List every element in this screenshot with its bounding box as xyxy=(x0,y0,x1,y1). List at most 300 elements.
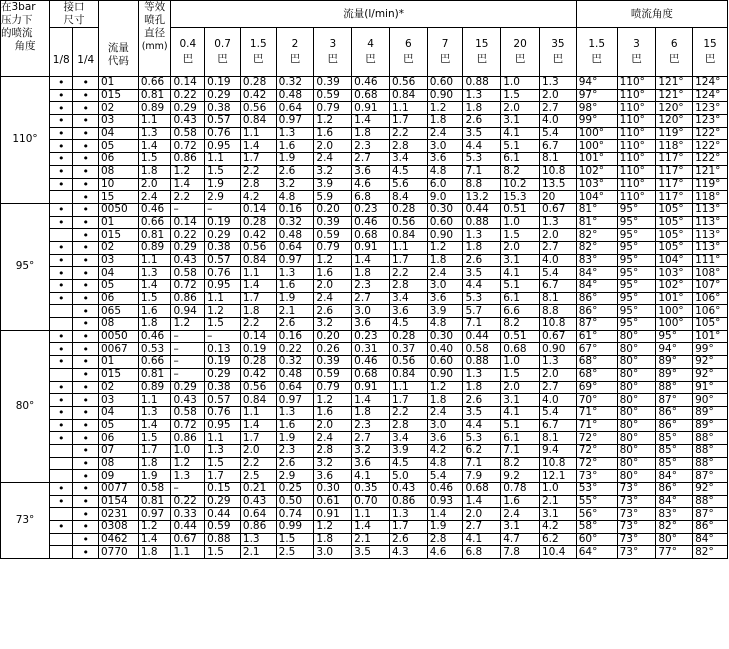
flow-value-cell: 0.37 xyxy=(389,343,427,356)
flow-value-cell: 0.56 xyxy=(240,102,276,115)
flow-value-cell: 0.68 xyxy=(352,368,390,381)
flow-value-cell: 9.4 xyxy=(540,444,577,457)
port-18-dot: • xyxy=(50,89,73,102)
flow-value-cell: 0.31 xyxy=(352,343,390,356)
flow-value-cell: 2.6 xyxy=(463,115,501,128)
orifice-cell: 1.6 xyxy=(138,305,171,318)
table-row xyxy=(1,178,728,191)
angle-value-cell: 119° xyxy=(656,127,693,140)
angle-value-cell: 99° xyxy=(576,115,617,128)
port-14-dot: • xyxy=(73,406,99,419)
flow-value-cell: 3.0 xyxy=(352,305,390,318)
flow-value-cell: 2.2 xyxy=(389,267,427,280)
flow-value-cell: 15.3 xyxy=(501,191,540,204)
header-angle-pressure xyxy=(576,28,617,77)
orifice-cell: 0.53 xyxy=(138,343,171,356)
flow-value-cell: 5.4 xyxy=(540,127,577,140)
header-angle-pressure xyxy=(693,28,728,77)
orifice-cell: 0.89 xyxy=(138,381,171,394)
orifice-cell: 0.58 xyxy=(138,483,171,496)
flow-value-cell: 1.7 xyxy=(389,115,427,128)
header-flow-pressure-value: 6 xyxy=(404,38,412,50)
angle-value-cell: 124° xyxy=(693,89,728,102)
port-14-dot: • xyxy=(73,89,99,102)
flow-value-cell: 0.58 xyxy=(171,406,205,419)
flow-code-cell: 06 xyxy=(99,153,139,166)
flow-value-cell: 0.28 xyxy=(240,356,276,369)
flow-value-cell: 1.0 xyxy=(501,216,540,229)
angle-value-cell: 84° xyxy=(656,495,693,508)
flow-value-cell: 5.3 xyxy=(463,432,501,445)
header-flow-pressure xyxy=(427,28,463,77)
orifice-cell: 2.0 xyxy=(138,178,171,191)
table-row xyxy=(1,165,728,178)
header-flow-pressure xyxy=(276,28,314,77)
port-14-dot: • xyxy=(73,330,99,343)
port-14-dot: • xyxy=(73,305,99,318)
header-port-18: 1/8 xyxy=(50,28,73,77)
flow-value-cell: 0.29 xyxy=(205,495,241,508)
flow-value-cell: 1.4 xyxy=(427,508,463,521)
angle-value-cell: 122° xyxy=(693,153,728,166)
port-14-dot: • xyxy=(73,153,99,166)
orifice-cell: 0.66 xyxy=(138,216,171,229)
angle-value-cell: 117° xyxy=(656,191,693,204)
flow-code-cell: 04 xyxy=(99,127,139,140)
flow-value-cell: 0.14 xyxy=(171,216,205,229)
flow-value-cell: 2.1 xyxy=(352,533,390,546)
angle-value-cell: 100° xyxy=(576,140,617,153)
flow-value-cell: 1.1 xyxy=(171,546,205,559)
flow-value-cell: 1.9 xyxy=(276,432,314,445)
flow-value-cell: 3.2 xyxy=(314,165,352,178)
header-flow-pressure-unit: 巴 xyxy=(217,53,228,65)
flow-value-cell: 8.8 xyxy=(463,178,501,191)
angle-value-cell: 68° xyxy=(576,368,617,381)
flow-value-cell: 0.44 xyxy=(463,203,501,216)
angle-value-cell: 106° xyxy=(693,292,728,305)
flow-value-cell: 0.84 xyxy=(389,229,427,242)
angle-value-cell: 97° xyxy=(576,89,617,102)
flow-value-cell: 2.2 xyxy=(171,191,205,204)
angle-value-cell: 120° xyxy=(656,115,693,128)
flow-value-cell: 6.1 xyxy=(501,432,540,445)
header-orifice-diameter xyxy=(138,1,171,77)
flow-value-cell: 0.56 xyxy=(389,356,427,369)
angle-value-cell: 121° xyxy=(656,77,693,90)
flow-value-cell: 1.2 xyxy=(171,318,205,331)
flow-value-cell: 4.5 xyxy=(389,457,427,470)
angle-value-cell: 73° xyxy=(576,470,617,483)
flow-value-cell: 3.0 xyxy=(427,140,463,153)
angle-value-cell: 73° xyxy=(617,495,656,508)
flow-value-cell: 1.1 xyxy=(389,241,427,254)
angle-value-cell: 92° xyxy=(693,483,728,496)
port-18-dot: • xyxy=(50,381,73,394)
flow-code-cell: 0231 xyxy=(99,508,139,521)
port-14-dot: • xyxy=(73,356,99,369)
flow-value-cell: 0.39 xyxy=(314,356,352,369)
angle-value-cell: 91° xyxy=(693,381,728,394)
flow-value-cell: 1.1 xyxy=(352,508,390,521)
flow-value-cell: 0.19 xyxy=(205,356,241,369)
angle-value-cell: 105° xyxy=(656,241,693,254)
flow-value-cell: 1.8 xyxy=(240,305,276,318)
flow-value-cell: 0.58 xyxy=(463,343,501,356)
orifice-cell: 1.1 xyxy=(138,254,171,267)
flow-value-cell: 0.20 xyxy=(314,203,352,216)
orifice-cell: 0.81 xyxy=(138,368,171,381)
flow-code-cell: 065 xyxy=(99,305,139,318)
port-18-dot xyxy=(50,470,73,483)
flow-value-cell: 0.46 xyxy=(352,356,390,369)
flow-value-cell: 0.59 xyxy=(314,368,352,381)
angle-value-cell: 117° xyxy=(656,165,693,178)
angle-value-cell: 72° xyxy=(576,432,617,445)
angle-value-cell: 94° xyxy=(576,77,617,90)
flow-value-cell: 0.60 xyxy=(427,77,463,90)
flow-value-cell: 0.58 xyxy=(171,267,205,280)
flow-value-cell: 0.44 xyxy=(171,521,205,534)
flow-value-cell: 0.43 xyxy=(171,394,205,407)
flow-value-cell: 4.6 xyxy=(352,178,390,191)
flow-value-cell: 0.64 xyxy=(276,381,314,394)
flow-value-cell: 0.29 xyxy=(205,368,241,381)
flow-value-cell: 0.35 xyxy=(352,483,390,496)
flow-value-cell: 0.88 xyxy=(463,77,501,90)
angle-value-cell: 104° xyxy=(576,191,617,204)
flow-value-cell: 4.5 xyxy=(389,318,427,331)
flow-value-cell: 0.22 xyxy=(276,343,314,356)
port-14-dot: • xyxy=(73,178,99,191)
orifice-cell: 1.4 xyxy=(138,419,171,432)
angle-value-cell: 87° xyxy=(693,508,728,521)
flow-value-cell: 7.1 xyxy=(463,165,501,178)
flow-value-cell: 1.4 xyxy=(352,115,390,128)
orifice-cell: 1.7 xyxy=(138,444,171,457)
angle-value-cell: 110° xyxy=(617,178,656,191)
flow-value-cell: 3.1 xyxy=(540,508,577,521)
flow-value-cell: 1.3 xyxy=(276,406,314,419)
angle-value-cell: 110° xyxy=(617,165,656,178)
angle-value-cell: 80° xyxy=(617,432,656,445)
angle-value-cell: 110° xyxy=(617,89,656,102)
flow-value-cell: 4.1 xyxy=(352,470,390,483)
flow-value-cell: 4.2 xyxy=(540,521,577,534)
port-18-dot: • xyxy=(50,216,73,229)
flow-value-cell: 6.2 xyxy=(463,444,501,457)
flow-value-cell: 1.1 xyxy=(240,406,276,419)
header-port-line: 接口 xyxy=(63,1,85,13)
flow-value-cell: 2.8 xyxy=(389,140,427,153)
flow-value-cell: 0.90 xyxy=(427,368,463,381)
angle-value-cell: 88° xyxy=(693,444,728,457)
port-18-dot: • xyxy=(50,153,73,166)
port-18-dot: • xyxy=(50,203,73,216)
flow-value-cell: 1.4 xyxy=(352,521,390,534)
header-flow-pressure xyxy=(463,28,501,77)
table-row xyxy=(1,102,728,115)
port-14-dot: • xyxy=(73,546,99,559)
port-14-dot: • xyxy=(73,241,99,254)
header-angle-pressure-unit: 巴 xyxy=(591,53,602,65)
flow-value-cell: 0.16 xyxy=(276,330,314,343)
flow-value-cell: 0.57 xyxy=(205,254,241,267)
flow-value-cell: 4.4 xyxy=(463,419,501,432)
header-flow-pressure-unit: 巴 xyxy=(439,53,451,65)
flow-value-cell: 1.0 xyxy=(501,356,540,369)
angle-value-cell: 99° xyxy=(693,343,728,356)
flow-value-cell: 0.60 xyxy=(427,356,463,369)
flow-value-cell: 10.8 xyxy=(540,318,577,331)
flow-value-cell: 1.3 xyxy=(463,368,501,381)
port-14-dot: • xyxy=(73,495,99,508)
flow-value-cell: 0.86 xyxy=(240,521,276,534)
angle-value-cell: 71° xyxy=(576,406,617,419)
port-18-dot: • xyxy=(50,432,73,445)
table-row xyxy=(1,153,728,166)
flow-value-cell: 1.3 xyxy=(240,533,276,546)
angle-value-cell: 94° xyxy=(656,343,693,356)
flow-value-cell: 0.97 xyxy=(276,254,314,267)
flow-value-cell: 0.14 xyxy=(240,203,276,216)
table-row xyxy=(1,280,728,293)
header-flow-pressure-value: 15 xyxy=(475,38,489,50)
flow-value-cell: 0.44 xyxy=(205,508,241,521)
flow-value-cell: – xyxy=(205,203,241,216)
angle-value-cell: 118° xyxy=(656,140,693,153)
header-flow-pressure xyxy=(205,28,241,77)
angle-value-cell: 72° xyxy=(576,457,617,470)
flow-value-cell: 2.4 xyxy=(314,432,352,445)
angle-value-cell: 89° xyxy=(656,356,693,369)
angle-value-cell: 90° xyxy=(693,394,728,407)
flow-value-cell: 1.6 xyxy=(276,280,314,293)
flow-value-cell: 0.42 xyxy=(240,89,276,102)
table-row xyxy=(1,343,728,356)
angle-value-cell: 123° xyxy=(693,102,728,115)
port-18-dot: • xyxy=(50,140,73,153)
flow-value-cell: 3.6 xyxy=(427,153,463,166)
flow-value-cell: 13.5 xyxy=(540,178,577,191)
flow-value-cell: 0.46 xyxy=(352,216,390,229)
angle-value-cell: 111° xyxy=(693,254,728,267)
header-angle-pressure-value: 1.5 xyxy=(588,38,606,50)
header-flow-pressure xyxy=(501,28,540,77)
angle-value-cell: 121° xyxy=(693,165,728,178)
flow-value-cell: 3.5 xyxy=(463,406,501,419)
angle-value-cell: 73° xyxy=(617,533,656,546)
flow-value-cell: 1.7 xyxy=(205,470,241,483)
flow-value-cell: 0.38 xyxy=(205,241,241,254)
flow-code-cell: 04 xyxy=(99,267,139,280)
flow-value-cell: 1.9 xyxy=(276,292,314,305)
port-14-dot: • xyxy=(73,140,99,153)
table-row xyxy=(1,444,728,457)
flow-value-cell: 0.70 xyxy=(352,495,390,508)
flow-value-cell: 0.48 xyxy=(276,89,314,102)
angle-value-cell: 60° xyxy=(576,533,617,546)
flow-value-cell: 3.1 xyxy=(501,254,540,267)
port-14-dot: • xyxy=(73,280,99,293)
flow-value-cell: 6.1 xyxy=(501,153,540,166)
flow-value-cell: 2.7 xyxy=(352,432,390,445)
angle-value-cell: 58° xyxy=(576,521,617,534)
flow-value-cell: 1.7 xyxy=(240,292,276,305)
angle-value-cell: 67° xyxy=(576,343,617,356)
orifice-cell: 0.97 xyxy=(138,508,171,521)
flow-value-cell: 6.8 xyxy=(463,546,501,559)
angle-value-cell: 95° xyxy=(617,318,656,331)
flow-value-cell: 0.56 xyxy=(389,216,427,229)
flow-value-cell: 0.79 xyxy=(314,102,352,115)
orifice-cell: 1.1 xyxy=(138,115,171,128)
flow-value-cell: 2.8 xyxy=(314,444,352,457)
flow-code-cell: 0077 xyxy=(99,483,139,496)
flow-value-cell: 2.4 xyxy=(314,292,352,305)
angle-value-cell: 110° xyxy=(617,153,656,166)
flow-value-cell: 4.1 xyxy=(501,127,540,140)
flow-value-cell: 5.7 xyxy=(463,305,501,318)
port-18-dot xyxy=(50,533,73,546)
flow-code-cell: 01 xyxy=(99,216,139,229)
angle-value-cell: 82° xyxy=(576,241,617,254)
port-14-dot: • xyxy=(73,432,99,445)
flow-value-cell: 4.5 xyxy=(389,165,427,178)
flow-value-cell: 0.78 xyxy=(501,483,540,496)
flow-value-cell: 6.6 xyxy=(501,305,540,318)
flow-value-cell: 0.39 xyxy=(314,216,352,229)
table-row xyxy=(1,546,728,559)
flow-value-cell: 6.1 xyxy=(501,292,540,305)
table-row xyxy=(1,267,728,280)
flow-value-cell: 2.6 xyxy=(276,318,314,331)
header-flow-pressure-value: 35 xyxy=(551,38,565,50)
flow-value-cell: 1.2 xyxy=(314,394,352,407)
flow-value-cell: 1.6 xyxy=(276,140,314,153)
flow-value-cell: 1.7 xyxy=(240,432,276,445)
flow-value-cell: 5.4 xyxy=(540,406,577,419)
port-14-dot: • xyxy=(73,457,99,470)
flow-value-cell: 0.64 xyxy=(240,508,276,521)
flow-value-cell: 8.1 xyxy=(540,292,577,305)
flow-value-cell: 0.19 xyxy=(205,77,241,90)
angle-value-cell: 95° xyxy=(656,330,693,343)
flow-code-cell: 08 xyxy=(99,165,139,178)
flow-value-cell: 1.7 xyxy=(389,254,427,267)
port-14-dot: • xyxy=(73,521,99,534)
angle-value-cell: 84° xyxy=(693,533,728,546)
flow-value-cell: 0.86 xyxy=(389,495,427,508)
flow-value-cell: 9.0 xyxy=(427,191,463,204)
angle-value-cell: 86° xyxy=(576,292,617,305)
flow-value-cell: 0.61 xyxy=(314,495,352,508)
flow-value-cell: 0.32 xyxy=(276,77,314,90)
port-18-dot: • xyxy=(50,241,73,254)
flow-value-cell: 1.8 xyxy=(427,115,463,128)
header-angle-line: 在3bar xyxy=(1,1,36,13)
flow-value-cell: 0.29 xyxy=(205,229,241,242)
flow-value-cell: 6.0 xyxy=(427,178,463,191)
header-flow-pressure xyxy=(540,28,577,77)
angle-value-cell: 95° xyxy=(617,254,656,267)
flow-value-cell: 10.4 xyxy=(540,546,577,559)
flow-value-cell: 4.4 xyxy=(463,140,501,153)
spray-angle-group-label: 95° xyxy=(1,203,50,330)
port-18-dot: • xyxy=(50,483,73,496)
angle-value-cell: 88° xyxy=(693,457,728,470)
flow-value-cell: 0.39 xyxy=(314,77,352,90)
flow-value-cell: 3.6 xyxy=(352,457,390,470)
flow-value-cell: 0.38 xyxy=(205,381,241,394)
flow-value-cell: 3.0 xyxy=(427,280,463,293)
flow-value-cell: 2.0 xyxy=(314,140,352,153)
flow-value-cell: 0.43 xyxy=(171,254,205,267)
flow-value-cell: 3.2 xyxy=(314,457,352,470)
port-18-dot xyxy=(50,229,73,242)
angle-value-cell: 104° xyxy=(656,254,693,267)
flow-value-cell: 1.4 xyxy=(240,419,276,432)
flow-value-cell: 1.0 xyxy=(171,444,205,457)
flow-code-cell: 06 xyxy=(99,432,139,445)
angle-value-cell: 84° xyxy=(576,280,617,293)
header-angle-pressure-unit: 巴 xyxy=(631,53,642,65)
table-row xyxy=(1,127,728,140)
table-row xyxy=(1,406,728,419)
angle-value-cell: 107° xyxy=(693,280,728,293)
flow-value-cell: 1.8 xyxy=(352,267,390,280)
flow-value-cell: 1.6 xyxy=(314,267,352,280)
flow-value-cell: 0.88 xyxy=(463,216,501,229)
flow-value-cell: 1.6 xyxy=(276,419,314,432)
angle-value-cell: 84° xyxy=(576,267,617,280)
flow-value-cell: 3.0 xyxy=(427,419,463,432)
flow-value-cell: 3.6 xyxy=(314,470,352,483)
header-flow-pressure-unit: 巴 xyxy=(289,53,301,65)
flow-value-cell: 0.25 xyxy=(276,483,314,496)
port-18-dot xyxy=(50,457,73,470)
port-14-dot: • xyxy=(73,165,99,178)
flow-value-cell: 5.1 xyxy=(501,140,540,153)
flow-value-cell: 1.3 xyxy=(389,508,427,521)
angle-value-cell: 106° xyxy=(693,305,728,318)
flow-value-cell: 1.1 xyxy=(205,292,241,305)
header-flow-pressure-value: 3 xyxy=(329,38,337,50)
flow-code-cell: 15 xyxy=(99,191,139,204)
port-18-dot: • xyxy=(50,394,73,407)
angle-value-cell: 110° xyxy=(617,102,656,115)
port-14-dot: • xyxy=(73,77,99,90)
flow-code-cell: 01 xyxy=(99,77,139,90)
port-18-dot: • xyxy=(50,267,73,280)
angle-value-cell: 95° xyxy=(617,267,656,280)
port-18-dot: • xyxy=(50,292,73,305)
flow-value-cell: 0.88 xyxy=(205,533,241,546)
flow-value-cell: 0.91 xyxy=(352,381,390,394)
orifice-cell: 1.1 xyxy=(138,394,171,407)
flow-value-cell: 13.2 xyxy=(463,191,501,204)
header-flow: 流量(l/min)* xyxy=(171,1,576,28)
flow-value-cell: 3.6 xyxy=(427,432,463,445)
header-flow-pressure-unit: 巴 xyxy=(514,53,526,65)
port-14-dot: • xyxy=(73,508,99,521)
flow-value-cell: 2.3 xyxy=(276,444,314,457)
flow-value-cell: – xyxy=(171,368,205,381)
orifice-cell: 1.8 xyxy=(138,318,171,331)
port-18-dot: • xyxy=(50,406,73,419)
flow-value-cell: 3.4 xyxy=(389,292,427,305)
port-14-dot: • xyxy=(73,533,99,546)
